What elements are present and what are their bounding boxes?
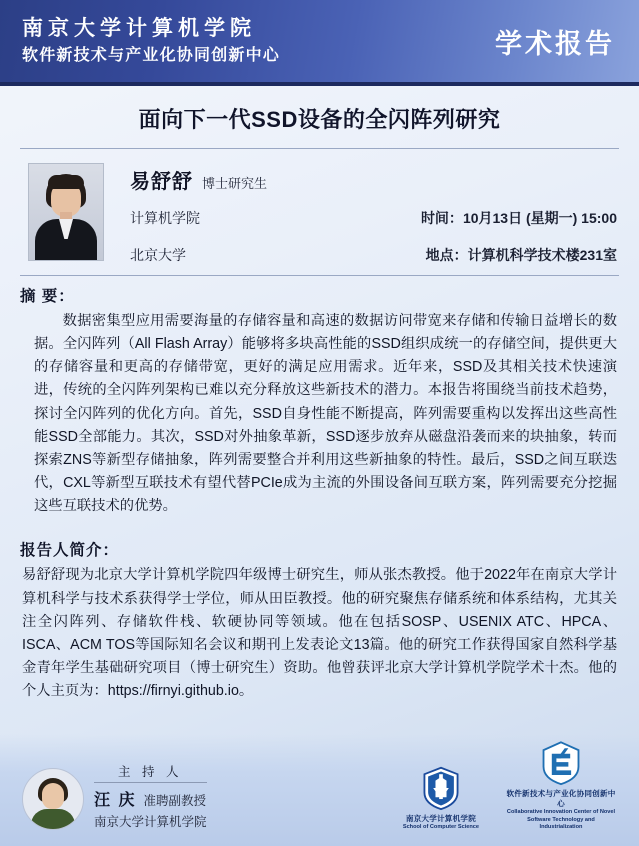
banner-label: 学术报告 <box>495 28 615 59</box>
organization-line-2: 软件新技术与产业化协同创新中心 <box>22 46 281 64</box>
speaker-name: 易舒舒 <box>130 171 193 193</box>
abstract-heading: 摘 要： <box>20 288 75 305</box>
host-name: 汪 庆 <box>94 792 137 809</box>
nju-crest-icon <box>418 765 464 811</box>
host-portrait-body <box>31 809 75 830</box>
talk-time-label: 时间： <box>420 210 463 226</box>
host-rank: 准聘副教授 <box>143 794 206 808</box>
speaker-section <box>0 149 639 275</box>
bio-heading: 报告人简介： <box>20 542 120 560</box>
nju-logo-caption-en: School of Computer Science <box>402 824 479 831</box>
speaker-name-row <box>130 163 617 194</box>
talk-time-value: 10月13日 (星期一) 15:00 <box>462 210 617 226</box>
poster-header <box>0 0 639 82</box>
speaker-department: 计算机学院 <box>130 210 200 226</box>
talk-place-label: 地点： <box>425 247 468 263</box>
talk-time <box>421 208 617 228</box>
cic-logo-caption-cn: 软件新技术与产业化协同创新中心 <box>506 788 616 809</box>
speaker-affiliation: 北京大学 <box>130 247 186 263</box>
talk-title: 面向下一代SSD设备的全闪阵列研究 <box>138 107 501 132</box>
host-portrait-face <box>42 783 64 809</box>
host-label: 主 持 人 <box>94 762 207 783</box>
host-text <box>94 762 207 834</box>
host-affiliation: 南京大学计算机学院 <box>94 815 207 829</box>
nju-school-of-computer-science-logo <box>403 765 479 832</box>
poster-footer <box>0 734 639 846</box>
speaker-divider <box>20 275 619 276</box>
collaborative-innovation-center-logo <box>505 740 617 832</box>
host-block <box>22 762 207 834</box>
speaker-portrait <box>28 163 104 261</box>
footer-logos <box>403 740 617 834</box>
abstract-text: 数据密集型应用需要海量的存储容量和高速的数据访问带宽来存储和传输日益增长的数据。全闪阵列（All Flash Array）能够将多块高性能的SSD组织成统一的存储空间，提供更大的存储容量和更高的存储带宽，更好的满足应用需求。近年来，SSD及其相关技术快速演进，传统的全闪阵列架构已难以充分释放这些新技术的潜力。本报告将围绕当前技术趋势，探讨全闪阵列的优化方向。首先，SSD自身性能不断提高，阵列需要重构以发挥出这些高性能SSD全部能力。其次，SSD对外抽象革新，SSD逐步放弃从磁盘沿袭而来的块抽象，转而探索ZNS等新型存储抽象，阵列需要整合并利用这些新抽象的特性。最后，SSD之间互联迭代，CXL等新型互联技术有望代替PCIe成为主流的外围设备间互联方案，阵列需要充分挖掘这些互联技术的优势。 <box>34 313 617 515</box>
host-name-row <box>94 787 207 810</box>
innovation-center-icon <box>538 740 584 786</box>
nju-logo-caption-cn: 南京大学计算机学院 <box>405 814 476 824</box>
speaker-department-row <box>130 208 617 228</box>
cic-logo-caption <box>505 789 617 832</box>
nju-logo-caption <box>403 814 479 832</box>
abstract-section <box>0 278 639 518</box>
host-portrait <box>22 768 84 830</box>
cic-logo-caption-en: Collaborative Innovation Center of Novel Software Technology and Industrialization <box>506 809 616 831</box>
portrait-fringe <box>48 175 84 189</box>
organization-block <box>22 15 280 67</box>
speaker-info <box>104 163 617 265</box>
talk-place <box>426 245 617 265</box>
organization-line-1: 南京大学计算机学院 <box>22 17 256 41</box>
talk-place-value: 计算机科学技术楼231室 <box>467 247 617 263</box>
speaker-rank: 博士研究生 <box>202 176 268 191</box>
bio-text: 易舒舒现为北京大学计算机学院四年级博士研究生，师从张杰教授。他于2022年在南京大学计算机科学与技术系获得学士学位，师从田臣教授。他的研究聚焦存储系统和体系结构，尤其关注全闪阵列、存储软件栈、软硬协同等领域。他在包括SOSP、USENIX ATC、HPCA、ISCA、ACM TOS等国际知名会议和期刊上发表论文13篇。他的研究工作获得国家自然科学基金青年学生基础研究项目（博士研究生）资助。他曾获评北京大学计算机学院学术十杰。他的个人主页为：https://firnyi.github.io。 <box>22 567 617 700</box>
bio-section <box>0 532 639 703</box>
speaker-affiliation-row <box>130 245 617 265</box>
